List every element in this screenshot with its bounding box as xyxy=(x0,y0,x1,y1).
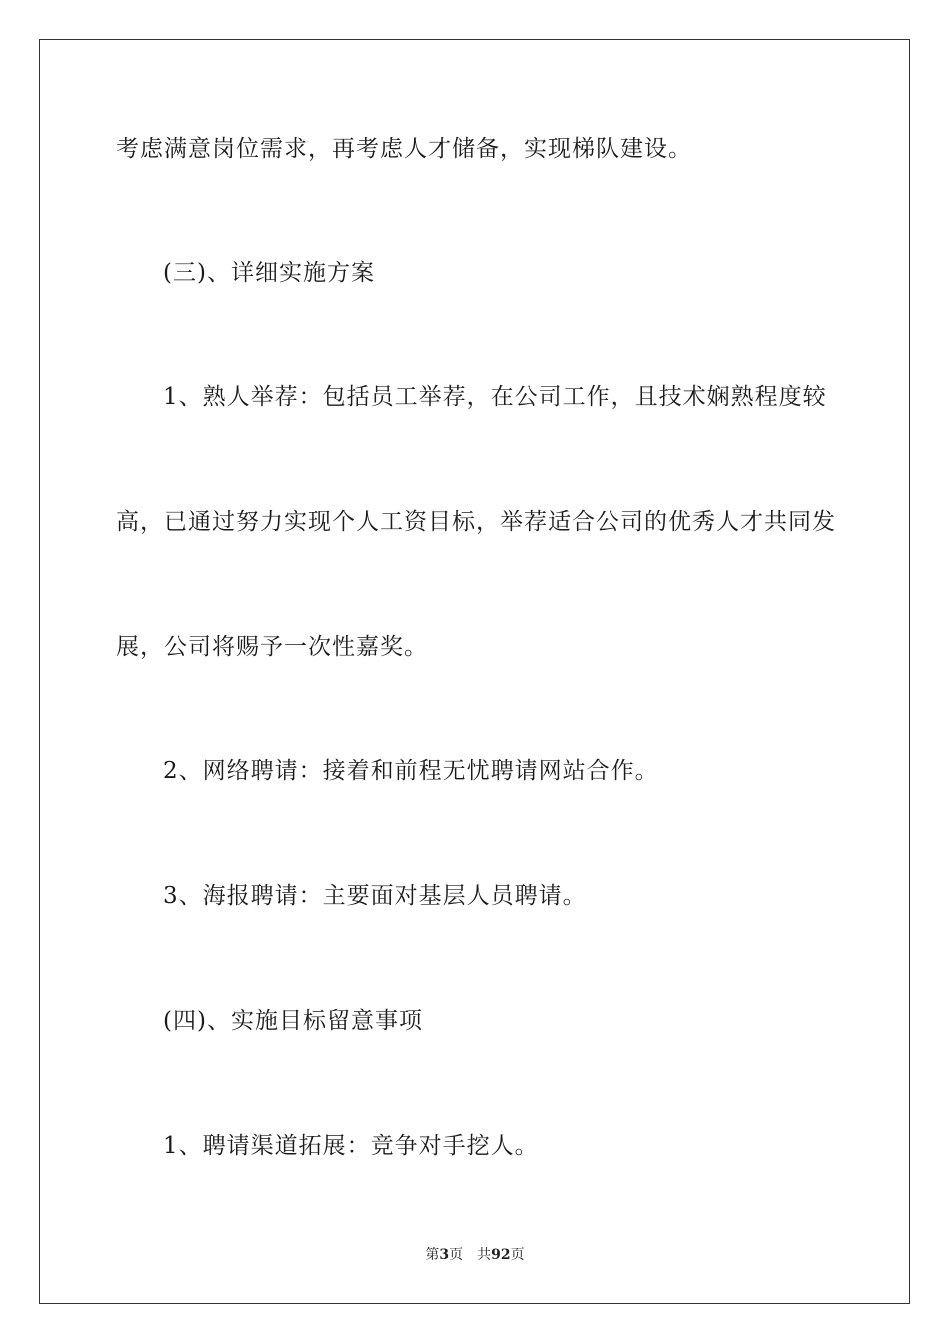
section-heading-3: (三)、详细实施方案 xyxy=(163,260,375,286)
section-heading-4: (四)、实施目标留意事项 xyxy=(163,1008,423,1034)
paragraph-line-3: 高，已通过努力实现个人工资目标，举荐适合公司的优秀人才共同发 xyxy=(116,509,836,535)
footer-total-prefix: 共 xyxy=(477,1247,492,1263)
footer-page-suffix: 页 xyxy=(449,1247,464,1263)
footer-total-pages: 92 xyxy=(491,1247,511,1263)
page-frame xyxy=(39,39,910,1304)
footer-total-suffix: 页 xyxy=(510,1247,525,1263)
footer-current-page: 3 xyxy=(439,1247,450,1263)
paragraph-line-1: 考虑满意岗位需求，再考虑人才储备，实现梯队建设。 xyxy=(116,136,692,162)
paragraph-line-2: 1、熟人举荐：包括员工举荐，在公司工作，且技术娴熟程度较 xyxy=(163,384,827,410)
page-footer xyxy=(0,1246,950,1264)
paragraph-line-5: 2、网络聘请：接着和前程无忧聘请网站合作。 xyxy=(163,758,659,784)
paragraph-line-6: 3、海报聘请：主要面对基层人员聘请。 xyxy=(163,883,587,909)
footer-page-prefix: 第 xyxy=(425,1247,440,1263)
paragraph-line-4: 展，公司将赐予一次性嘉奖。 xyxy=(116,634,428,660)
paragraph-line-7: 1、聘请渠道拓展：竞争对手挖人。 xyxy=(163,1133,539,1159)
